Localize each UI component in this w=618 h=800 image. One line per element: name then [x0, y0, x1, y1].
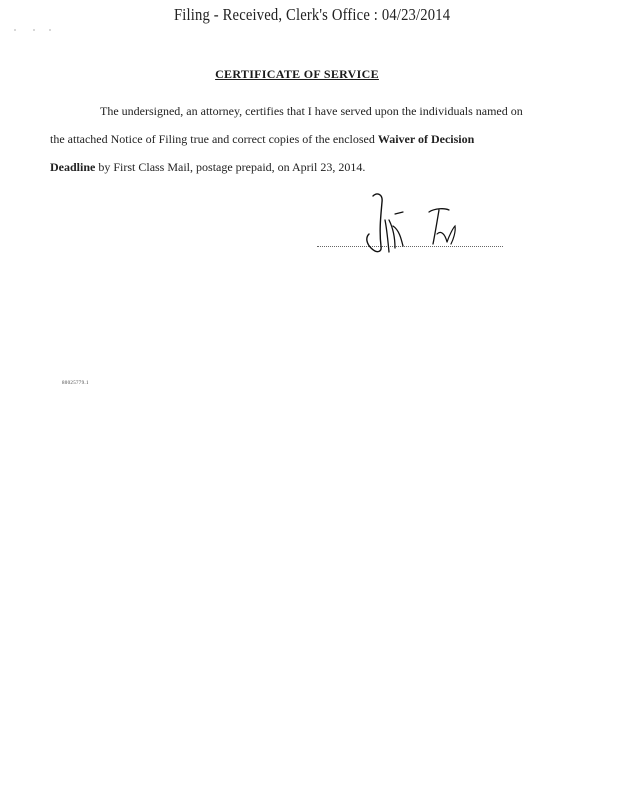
- body-line-1-text: The undersigned, an attorney, certifies that I have served upon the individuals named on: [100, 104, 523, 118]
- body-line-2: [50, 132, 474, 147]
- scan-specks: [14, 28, 54, 32]
- filing-stamp-header: Filing - Received, Clerk's Office : 04/23/2014: [173, 5, 451, 24]
- document-name-part-2: Deadline: [50, 160, 96, 174]
- body-line-3-text: by First Class Mail, postage prepaid, on April 23, 2014.: [95, 160, 366, 174]
- body-line-3: [50, 160, 365, 175]
- body-line-1: [100, 104, 523, 119]
- handwritten-signature: [355, 190, 475, 260]
- certificate-title: CERTIFICATE OF SERVICE: [215, 67, 379, 81]
- document-name-part-1: Waiver of Decision: [377, 132, 475, 146]
- body-line-2-text: the attached Notice of Filing true and correct copies of the enclosed: [50, 132, 378, 146]
- document-id: 80025779.1: [62, 381, 89, 386]
